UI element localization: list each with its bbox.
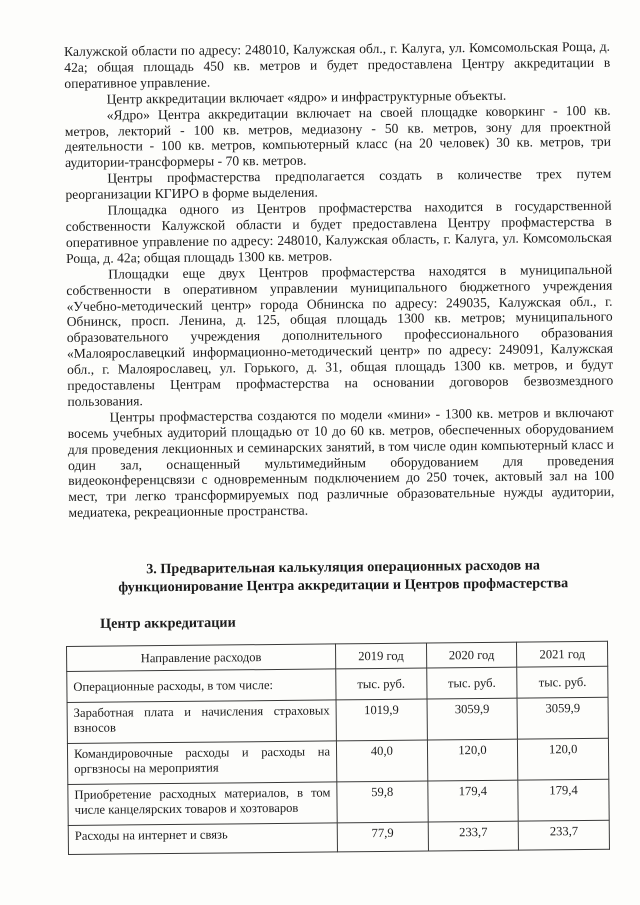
table-cell: 233,7: [519, 820, 610, 850]
paragraph-center-composition: Центр аккредитации включает «ядро» и инфраструктурные объекты.: [106, 87, 507, 107]
table-cell: 120,0: [518, 738, 609, 780]
table-cell: 179,4: [427, 780, 518, 822]
table-cell: тыс. руб.: [517, 666, 608, 698]
table-cell: Операционные расходы, в том числе:: [67, 669, 336, 703]
paragraph-state-site: Площадка одного из Центров профмастерства находится в государственной собственности Калужской области и будет предоставлена Центру профмастерства в оперативное управление по адресу: 248010, Калужская область, г. Калуга, ул. Комсомольская Роща, д. 42а; общая площадь 1300 кв. метров.: [65, 197, 612, 266]
body-text: [64, 39, 615, 521]
table-cell: Расходы на интернет и связь: [68, 823, 337, 855]
table-cell: 77,9: [337, 822, 428, 852]
table-cell: 120,0: [427, 739, 518, 781]
paragraph-reorganization: Центры профмастерства предполагается создать в количестве трех путем реорганизации КГИРО в форме выделения.: [65, 166, 612, 203]
subsection-title: Центр аккредитации: [100, 614, 236, 632]
table-cell: тыс. руб.: [336, 668, 427, 700]
section-title-line-1: 3. Предварительная калькуляция операционных расходов на: [146, 557, 541, 578]
table-cell: 3059,9: [517, 697, 608, 739]
table-cell: 3059,9: [427, 698, 518, 740]
table-row: [68, 779, 609, 825]
expenses-table: [66, 641, 610, 855]
section-title: [70, 556, 616, 597]
header-cell-2019: 2019 год: [335, 643, 426, 669]
table-cell: Командировочные расходы и расходы на оргвзносы на мероприятия: [67, 741, 336, 785]
table-cell: 179,4: [518, 779, 609, 821]
paragraph-mini-model: Центры профмастерства создаются по модели «мини» - 1300 кв. метров и включают восемь учебных аудиторий площадью от 10 до 60 кв. метров, обеспеченных оборудованием для проведения лекционных и семинарских занятий, в том числе один компьютерный класс и один зал, оснащенный мультимедийным оборудованием для проведения видеоконференцсвязи с одновременным подключением до 250 точек, актовый зал на 100 мест, три легко трансформируемых под различные образовательные нужды аудитории, медиатека, рекреационные пространства.: [67, 404, 615, 521]
table-row: [67, 666, 608, 702]
header-cell-2021: 2021 год: [517, 641, 608, 667]
header-cell-direction: Направление расходов: [67, 644, 336, 672]
table-cell: 233,7: [428, 821, 519, 851]
table-row: [67, 697, 608, 743]
table-row: [68, 820, 609, 854]
paragraph-core-facilities: «Ядро» Центра аккредитации включает на своей площадке коворкинг - 100 кв. метров, лекторий - 100 кв. метров, медиазону - 50 кв. метров, зону для проектной деятельности - 100 кв. метров, компьютерный класс (на 20 человек) 30 кв. метров, три аудитории-трансформеры - 70 кв. метров.: [64, 102, 612, 171]
header-cell-2020: 2020 год: [426, 642, 517, 668]
table-cell: 1019,9: [336, 699, 427, 741]
table-cell: Приобретение расходных материалов, в том числе канцелярских товаров и хозтоваров: [68, 782, 337, 826]
table-cell: Заработная плата и начисления страховых взносов: [67, 700, 336, 744]
table-cell: 59,8: [337, 781, 428, 823]
paragraph-municipal-sites: Площадки еще двух Центров профмастерства находятся в муниципальной собственности в оперативном управлении муниципального бюджетного учреждения «Учебно-методический центр» города Обнинска по адресу: 249035, Калужская обл., г. Обнинск, просп. Ленина, д. 125, общая площадь 1300 кв. метров; муниципального образовательного учреждения дополнительного профессионального образования «Малоярославецкий информационно-методический центр» по адресу: 249091, Калужская обл., г. Малоярославец, ул. Горького, д. 31, общая площадь 1300 кв. метров, и будут предоставлены Центрам профмастерства на основании договоров безвозмездного пользования.: [66, 261, 614, 409]
table-cell: тыс. руб.: [426, 667, 517, 699]
paragraph-address-continuation: Калужской области по адресу: 248010, Калужская обл., г. Калуга, ул. Комсомольская Роща, д. 42а; общая площадь 450 кв. метров и будет предоставлена Центру аккредитации в оперативное управление.: [64, 38, 611, 91]
section-title-line-2: функционирование Центра аккредитации и Центров профмастерства: [118, 575, 569, 596]
table-row: [67, 738, 608, 784]
table-cell: 40,0: [336, 740, 427, 782]
